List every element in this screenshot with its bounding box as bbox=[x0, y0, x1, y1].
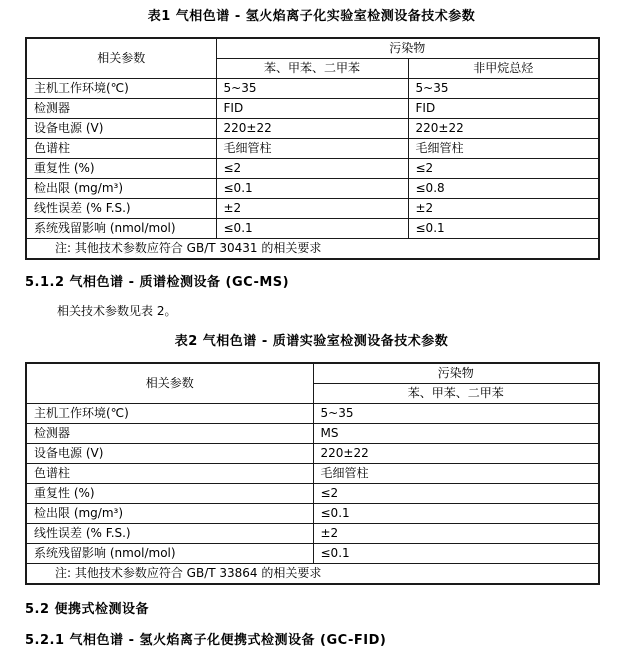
table2-note: 注: 其他技术参数应符合 GB/T 33864 的相关要求 bbox=[26, 564, 599, 585]
param-cell: 系统残留影响 (nmol/mol) bbox=[26, 544, 313, 564]
table2-header-btx: 苯、甲苯、二甲苯 bbox=[313, 384, 599, 404]
table-row bbox=[26, 199, 599, 219]
btx-value-cell: MS bbox=[313, 424, 599, 444]
table-row bbox=[26, 99, 599, 119]
nmhc-value-cell: 220±22 bbox=[408, 119, 599, 139]
btx-value-cell: ≤0.1 bbox=[313, 504, 599, 524]
btx-value-cell: 5~35 bbox=[313, 404, 599, 424]
param-cell: 重复性 (%) bbox=[26, 484, 313, 504]
btx-value-cell: ≤0.1 bbox=[216, 219, 408, 239]
table-row bbox=[26, 139, 599, 159]
table-row bbox=[26, 444, 599, 464]
btx-value-cell: ±2 bbox=[216, 199, 408, 219]
btx-value-cell: ≤2 bbox=[313, 484, 599, 504]
param-cell: 设备电源 (V) bbox=[26, 444, 313, 464]
btx-value-cell: 220±22 bbox=[216, 119, 408, 139]
nmhc-value-cell: ≤0.1 bbox=[408, 219, 599, 239]
note-row bbox=[26, 564, 599, 585]
table1 bbox=[25, 37, 600, 260]
param-cell: 色谱柱 bbox=[26, 139, 216, 159]
btx-value-cell: ≤0.1 bbox=[313, 544, 599, 564]
nmhc-value-cell: ≤0.8 bbox=[408, 179, 599, 199]
btx-value-cell: 220±22 bbox=[313, 444, 599, 464]
param-cell: 系统残留影响 (nmol/mol) bbox=[26, 219, 216, 239]
param-cell: 检出限 (mg/m³) bbox=[26, 179, 216, 199]
table-row bbox=[26, 159, 599, 179]
param-cell: 色谱柱 bbox=[26, 464, 313, 484]
note-row bbox=[26, 239, 599, 260]
section-512-paragraph: 相关技术参数见表 2。 bbox=[57, 304, 177, 318]
table1-note: 注: 其他技术参数应符合 GB/T 30431 的相关要求 bbox=[26, 239, 599, 260]
btx-value-cell: 5~35 bbox=[216, 79, 408, 99]
table-row bbox=[26, 484, 599, 504]
param-cell: 线性误差 (% F.S.) bbox=[26, 524, 313, 544]
param-cell: 主机工作环境(℃) bbox=[26, 404, 313, 424]
btx-value-cell: 毛细管柱 bbox=[216, 139, 408, 159]
table-row bbox=[26, 404, 599, 424]
section-521-heading: 5.2.1 气相色谱 - 氢火焰离子化便携式检测设备 (GC-FID) bbox=[25, 633, 387, 648]
table2 bbox=[25, 362, 600, 585]
table1-header-row-1 bbox=[26, 38, 599, 59]
table1-header-btx: 苯、甲苯、二甲苯 bbox=[216, 59, 408, 79]
table-row bbox=[26, 219, 599, 239]
table1-header-param: 相关参数 bbox=[26, 38, 216, 79]
table-row bbox=[26, 464, 599, 484]
table-row bbox=[26, 504, 599, 524]
btx-value-cell: ±2 bbox=[313, 524, 599, 544]
nmhc-value-cell: 毛细管柱 bbox=[408, 139, 599, 159]
table-row bbox=[26, 544, 599, 564]
section-512-heading: 5.1.2 气相色谱 - 质谱检测设备 (GC-MS) bbox=[25, 275, 290, 290]
param-cell: 线性误差 (% F.S.) bbox=[26, 199, 216, 219]
param-cell: 检出限 (mg/m³) bbox=[26, 504, 313, 524]
nmhc-value-cell: 5~35 bbox=[408, 79, 599, 99]
table-row bbox=[26, 179, 599, 199]
section-52-heading: 5.2 便携式检测设备 bbox=[25, 602, 150, 617]
table-row bbox=[26, 424, 599, 444]
nmhc-value-cell: ≤2 bbox=[408, 159, 599, 179]
table1-header-nmhc: 非甲烷总烃 bbox=[408, 59, 599, 79]
table2-header-param: 相关参数 bbox=[26, 363, 313, 404]
btx-value-cell: ≤2 bbox=[216, 159, 408, 179]
btx-value-cell: ≤0.1 bbox=[216, 179, 408, 199]
table-row bbox=[26, 524, 599, 544]
nmhc-value-cell: ±2 bbox=[408, 199, 599, 219]
param-cell: 设备电源 (V) bbox=[26, 119, 216, 139]
table2-title: 表2 气相色谱 - 质谱实验室检测设备技术参数 bbox=[174, 334, 449, 349]
btx-value-cell: 毛细管柱 bbox=[313, 464, 599, 484]
table-row bbox=[26, 79, 599, 99]
param-cell: 主机工作环境(℃) bbox=[26, 79, 216, 99]
nmhc-value-cell: FID bbox=[408, 99, 599, 119]
table1-header-pollutant: 污染物 bbox=[216, 38, 599, 59]
param-cell: 检测器 bbox=[26, 424, 313, 444]
param-cell: 重复性 (%) bbox=[26, 159, 216, 179]
table2-header-pollutant: 污染物 bbox=[313, 363, 599, 384]
table1-title: 表1 气相色谱 - 氢火焰离子化实验室检测设备技术参数 bbox=[147, 9, 476, 24]
param-cell: 检测器 bbox=[26, 99, 216, 119]
table-row bbox=[26, 119, 599, 139]
btx-value-cell: FID bbox=[216, 99, 408, 119]
table2-header-row-1 bbox=[26, 363, 599, 384]
